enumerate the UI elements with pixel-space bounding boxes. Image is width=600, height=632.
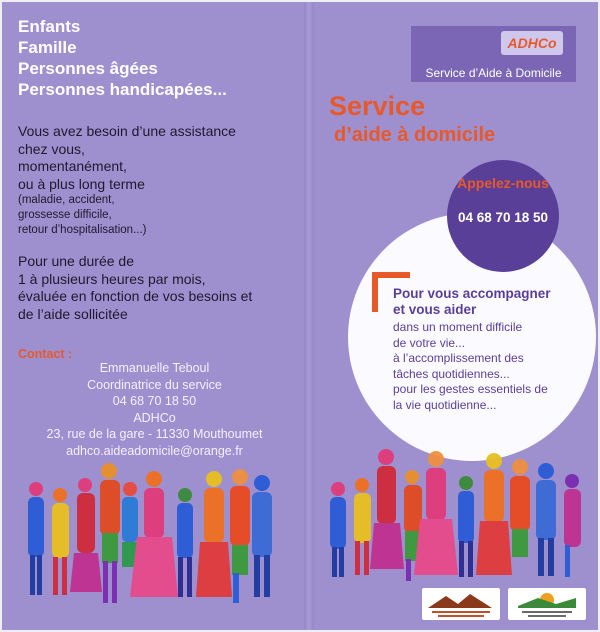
intro-paragraph bbox=[18, 123, 236, 238]
bracket-icon bbox=[372, 272, 378, 312]
contact-label: Contact : bbox=[18, 347, 73, 361]
intro-small-line: retour d’hospitalisation...) bbox=[18, 224, 147, 236]
partner-logo-2 bbox=[508, 588, 586, 620]
circle-line: tâches quotidiennes... bbox=[393, 366, 510, 381]
fold-line bbox=[304, 2, 314, 630]
logo-text: ADHCo bbox=[507, 35, 557, 51]
duration-line: 1 à plusieurs heures par mois, bbox=[18, 270, 206, 287]
circle-heading-line: Pour vous accompagner bbox=[393, 286, 551, 301]
duration-paragraph bbox=[18, 253, 252, 323]
target-item: Personnes handicapées... bbox=[18, 80, 227, 99]
duration-line: de l’aide sollicitée bbox=[18, 305, 128, 322]
contact-name: Emmanuelle Teboul bbox=[99, 361, 210, 375]
page-subtitle: d’aide à domicile bbox=[334, 124, 496, 146]
circle-line: la vie quotidienne... bbox=[393, 397, 497, 412]
duration-line: évaluée en fonction de vos besoins et bbox=[18, 288, 253, 304]
circle-body bbox=[393, 320, 548, 413]
brochure bbox=[2, 2, 598, 630]
page-title: Service bbox=[329, 91, 426, 121]
people-illustration-left bbox=[22, 457, 287, 617]
intro-line: chez vous, bbox=[18, 140, 85, 157]
phone-number: 04 68 70 18 50 bbox=[457, 210, 549, 225]
contact-email: adhco.aideadomicile@orange.fr bbox=[66, 443, 243, 458]
intro-small-line: grossesse difficile, bbox=[18, 209, 112, 221]
circle-line: à l’accomplissement des bbox=[393, 351, 524, 365]
circle-line: dans un moment difficile bbox=[393, 320, 523, 334]
duration-line: Pour une durée de bbox=[18, 253, 134, 269]
intro-small-line: (maladie, accident, bbox=[18, 194, 115, 206]
circle-heading bbox=[393, 286, 551, 318]
target-item: Personnes âgées bbox=[18, 59, 158, 78]
header-text: Service d’Aide à Domicile bbox=[425, 66, 562, 80]
intro-line: Vous avez besoin d’une assistance bbox=[18, 123, 236, 139]
target-audience-list bbox=[18, 16, 227, 100]
circle-line: de votre vie... bbox=[393, 335, 466, 350]
target-item: Famille bbox=[18, 38, 77, 57]
mountain-logo-icon bbox=[422, 588, 500, 620]
sunrise-logo-icon bbox=[508, 588, 586, 620]
adhco-logo bbox=[501, 31, 563, 55]
contact-address: 23, rue de la gare - 11330 Mouthoumet bbox=[46, 427, 263, 441]
partner-logo-1 bbox=[422, 588, 500, 620]
circle-heading-line: et vous aider bbox=[393, 302, 477, 317]
call-label: Appelez-nous bbox=[457, 175, 549, 191]
contact-phone: 04 68 70 18 50 bbox=[112, 394, 197, 408]
intro-line: ou à plus long terme bbox=[18, 175, 145, 192]
intro-line: momentanément, bbox=[18, 158, 127, 174]
contact-org: ADHCo bbox=[133, 410, 176, 425]
target-item: Enfants bbox=[18, 17, 81, 36]
contact-role: Coordinatrice du service bbox=[87, 377, 222, 392]
contact-block bbox=[22, 360, 287, 459]
bracket-icon-top bbox=[372, 272, 410, 278]
people-illustration-right bbox=[324, 437, 592, 587]
circle-line: pour les gestes essentiels de bbox=[393, 382, 548, 396]
